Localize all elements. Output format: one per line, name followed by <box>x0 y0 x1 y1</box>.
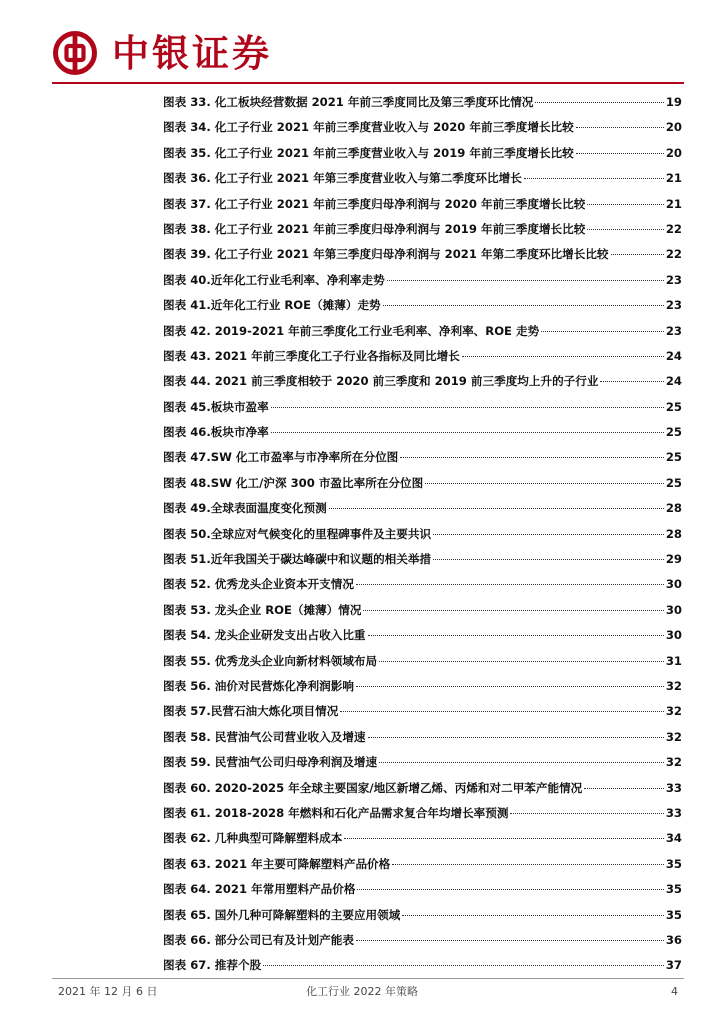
toc-dot-leader <box>400 456 664 458</box>
toc-entry-page: 24 <box>665 348 682 363</box>
toc-entry[interactable] <box>163 166 682 191</box>
footer-rule <box>52 978 684 979</box>
toc-entry[interactable] <box>163 496 682 521</box>
toc-entry-page: 25 <box>665 475 682 490</box>
toc-entry-title: 图表 48.SW 化工/沪深 300 市盈比率所在分位图 <box>163 475 424 490</box>
toc-entry-title: 图表 56. 油价对民营炼化净利润影响 <box>163 678 354 693</box>
toc-entry-title: 图表 34. 化工子行业 2021 年前三季度营业收入与 2020 年前三季度增长比较 <box>163 120 574 135</box>
toc-entry-page: 22 <box>665 221 682 236</box>
toc-entry-title: 图表 60. 2020-2025 年全球主要国家/地区新增乙烯、丙烯和对二甲苯产能情况 <box>163 780 583 795</box>
toc-entry[interactable] <box>163 877 682 902</box>
toc-entry[interactable] <box>163 572 682 597</box>
toc-entry-page: 25 <box>665 425 682 440</box>
toc-entry-page: 24 <box>665 374 682 389</box>
toc-entry-title: 图表 65. 国外几种可降解塑料的主要应用领域 <box>163 907 401 922</box>
toc-dot-leader <box>392 863 664 865</box>
toc-dot-leader <box>379 761 664 763</box>
toc-entry[interactable] <box>163 598 682 623</box>
toc-entry-title: 图表 64. 2021 年常用塑料产品价格 <box>163 882 356 897</box>
toc-entry-page: 30 <box>665 602 682 617</box>
toc-entry-title: 图表 49.全球表面温度变化预测 <box>163 501 327 516</box>
toc-entry-title: 图表 35. 化工子行业 2021 年前三季度营业收入与 2019 年前三季度增长比较 <box>163 145 574 160</box>
toc-entry-page: 23 <box>665 298 682 313</box>
toc-dot-leader <box>263 964 664 966</box>
toc-entry-title: 图表 63. 2021 年主要可降解塑料产品价格 <box>163 856 391 871</box>
toc-dot-leader <box>433 533 664 535</box>
toc-entry[interactable] <box>163 471 682 496</box>
toc-entry-title: 图表 61. 2018-2028 年燃料和石化产品需求复合年均增长率预测 <box>163 805 509 820</box>
toc-entry[interactable] <box>163 192 682 217</box>
toc-dot-leader <box>357 888 663 890</box>
toc-entry-page: 30 <box>665 628 682 643</box>
toc-dot-leader <box>587 203 664 205</box>
toc-dot-leader <box>387 279 664 281</box>
toc-dot-leader <box>535 101 663 103</box>
toc-entry-title: 图表 52. 优秀龙头企业资本开支情况 <box>163 577 354 592</box>
toc-entry[interactable] <box>163 699 682 724</box>
toc-dot-leader <box>340 710 664 712</box>
toc-entry-page: 31 <box>665 653 682 668</box>
toc-entry[interactable] <box>163 115 682 140</box>
toc-entry-title: 图表 43. 2021 年前三季度化工子行业各指标及同比增长 <box>163 348 460 363</box>
toc-entry-title: 图表 40.近年化工行业毛利率、净利率走势 <box>163 272 385 287</box>
toc-entry-page: 23 <box>665 272 682 287</box>
toc-entry-page: 33 <box>665 805 682 820</box>
toc-entry-page: 36 <box>665 932 682 947</box>
toc-entry-title: 图表 41.近年化工行业 ROE（摊薄）走势 <box>163 298 381 313</box>
toc-entry[interactable] <box>163 826 682 851</box>
toc-entry[interactable] <box>163 420 682 445</box>
toc-entry-title: 图表 62. 几种典型可降解塑料成本 <box>163 831 343 846</box>
toc-entry-page: 20 <box>665 145 682 160</box>
toc-dot-leader <box>356 939 664 941</box>
toc-dot-leader <box>356 583 664 585</box>
toc-entry-title: 图表 66. 部分公司已有及计划产能表 <box>163 932 354 947</box>
toc-entry-title: 图表 47.SW 化工市盈率与市净率所在分位图 <box>163 450 399 465</box>
toc-entry[interactable] <box>163 725 682 750</box>
toc-dot-leader <box>383 304 664 306</box>
toc-entry[interactable] <box>163 522 682 547</box>
toc-entry[interactable] <box>163 395 682 420</box>
toc-entry-title: 图表 38. 化工子行业 2021 年前三季度归母净利润与 2019 年前三季度增长比较 <box>163 221 586 236</box>
toc-entry[interactable] <box>163 547 682 572</box>
toc-entry-title: 图表 57.民营石油大炼化项目情况 <box>163 704 339 719</box>
toc-entry[interactable] <box>163 623 682 648</box>
toc-entry-title: 图表 55. 优秀龙头企业向新材料领域布局 <box>163 653 378 668</box>
toc-dot-leader <box>271 431 664 433</box>
toc-entry-title: 图表 53. 龙头企业 ROE（摊薄）情况 <box>163 602 362 617</box>
toc-dot-leader <box>576 152 664 154</box>
toc-entry[interactable] <box>163 953 682 978</box>
header-rule <box>52 82 684 84</box>
toc-entry-title: 图表 50.全球应对气候变化的里程碑事件及主要共识 <box>163 526 432 541</box>
toc-dot-leader <box>524 177 664 179</box>
footer-date: 2021 年 12 月 6 日 <box>58 985 158 998</box>
toc-entry[interactable] <box>163 750 682 775</box>
toc-entry[interactable] <box>163 649 682 674</box>
toc-entry-title: 图表 39. 化工子行业 2021 年第三季度归母净利润与 2021 年第二季度环比增长比较 <box>163 247 609 262</box>
toc-entry-title: 图表 33. 化工板块经营数据 2021 年前三季度同比及第三季度环比情况 <box>163 95 534 109</box>
bank-of-china-logo-icon <box>52 30 98 76</box>
toc-entry-title: 图表 58. 民营油气公司营业收入及增速 <box>163 729 366 744</box>
toc-entry-page: 25 <box>665 450 682 465</box>
footer-page-number: 4 <box>671 985 678 998</box>
toc-entry[interactable] <box>163 90 682 115</box>
toc-entry-page: 28 <box>665 526 682 541</box>
toc-entry-page: 35 <box>665 856 682 871</box>
toc-entry-page: 35 <box>665 882 682 897</box>
toc-entry-title: 图表 67. 推荐个股 <box>163 958 262 973</box>
toc-dot-leader <box>576 126 664 128</box>
brand-name: 中银证券 <box>112 31 272 75</box>
toc-dot-leader <box>425 482 664 484</box>
toc-entry[interactable] <box>163 776 682 801</box>
toc-entry-page: 33 <box>665 780 682 795</box>
toc-entry[interactable] <box>163 217 682 242</box>
toc-entry[interactable] <box>163 344 682 369</box>
toc-dot-leader <box>368 736 664 738</box>
toc-entry-page: 35 <box>665 907 682 922</box>
toc-entry[interactable] <box>163 852 682 877</box>
toc-entry-page: 22 <box>665 247 682 262</box>
toc-entry[interactable] <box>163 445 682 470</box>
toc-dot-leader <box>584 787 664 789</box>
toc-dot-leader <box>587 228 664 230</box>
toc-dot-leader <box>344 837 664 839</box>
toc-dot-leader <box>363 609 663 611</box>
toc-entry-title: 图表 36. 化工子行业 2021 年第三季度营业收入与第二季度环比增长 <box>163 171 522 186</box>
toc-entry-title: 图表 45.板块市盈率 <box>163 399 269 414</box>
toc-entry-page: 19 <box>665 95 682 109</box>
toc-entry[interactable] <box>163 903 682 928</box>
toc-entry-title: 图表 42. 2019-2021 年前三季度化工行业毛利率、净利率、ROE 走势 <box>163 323 540 338</box>
toc-entry[interactable] <box>163 319 682 344</box>
toc-entry-title: 图表 44. 2021 前三季度相较于 2020 前三季度和 2019 前三季度均上升的子行业 <box>163 374 599 389</box>
toc-entry-page: 32 <box>665 755 682 770</box>
figure-index-list <box>163 90 682 979</box>
toc-dot-leader <box>510 812 663 814</box>
toc-entry[interactable] <box>163 674 682 699</box>
toc-entry[interactable] <box>163 293 682 318</box>
toc-entry-page: 32 <box>665 704 682 719</box>
toc-dot-leader <box>271 406 664 408</box>
toc-dot-leader <box>368 634 664 636</box>
toc-entry-page: 21 <box>665 171 682 186</box>
toc-entry-title: 图表 54. 龙头企业研发支出占收入比重 <box>163 628 366 643</box>
toc-dot-leader <box>356 685 664 687</box>
toc-entry[interactable] <box>163 268 682 293</box>
toc-entry-page: 32 <box>665 729 682 744</box>
toc-entry-page: 28 <box>665 501 682 516</box>
toc-entry-title: 图表 37. 化工子行业 2021 年前三季度归母净利润与 2020 年前三季度增长比较 <box>163 196 586 211</box>
toc-dot-leader <box>402 914 664 916</box>
toc-entry-page: 32 <box>665 678 682 693</box>
toc-entry[interactable] <box>163 369 682 394</box>
toc-entry-title: 图表 51.近年我国关于碳达峰碳中和议题的相关举措 <box>163 552 432 567</box>
toc-entry[interactable] <box>163 928 682 953</box>
toc-dot-leader <box>379 660 664 662</box>
toc-entry-page: 37 <box>665 958 682 973</box>
toc-dot-leader <box>541 330 664 332</box>
toc-dot-leader <box>462 355 664 357</box>
toc-entry-page: 34 <box>665 831 682 846</box>
toc-entry-title: 图表 46.板块市净率 <box>163 425 269 440</box>
toc-entry-page: 25 <box>665 399 682 414</box>
toc-entry-page: 20 <box>665 120 682 135</box>
toc-entry-page: 23 <box>665 323 682 338</box>
toc-dot-leader <box>433 558 664 560</box>
toc-dot-leader <box>329 507 664 509</box>
footer-report-title: 化工行业 2022 年策略 <box>306 985 418 998</box>
toc-entry-page: 21 <box>665 196 682 211</box>
toc-entry-page: 30 <box>665 577 682 592</box>
toc-entry-title: 图表 59. 民营油气公司归母净利润及增速 <box>163 755 378 770</box>
toc-entry[interactable] <box>163 141 682 166</box>
toc-entry[interactable] <box>163 242 682 267</box>
toc-dot-leader <box>611 253 664 255</box>
toc-dot-leader <box>600 380 663 382</box>
toc-entry-page: 29 <box>665 552 682 567</box>
toc-entry[interactable] <box>163 801 682 826</box>
